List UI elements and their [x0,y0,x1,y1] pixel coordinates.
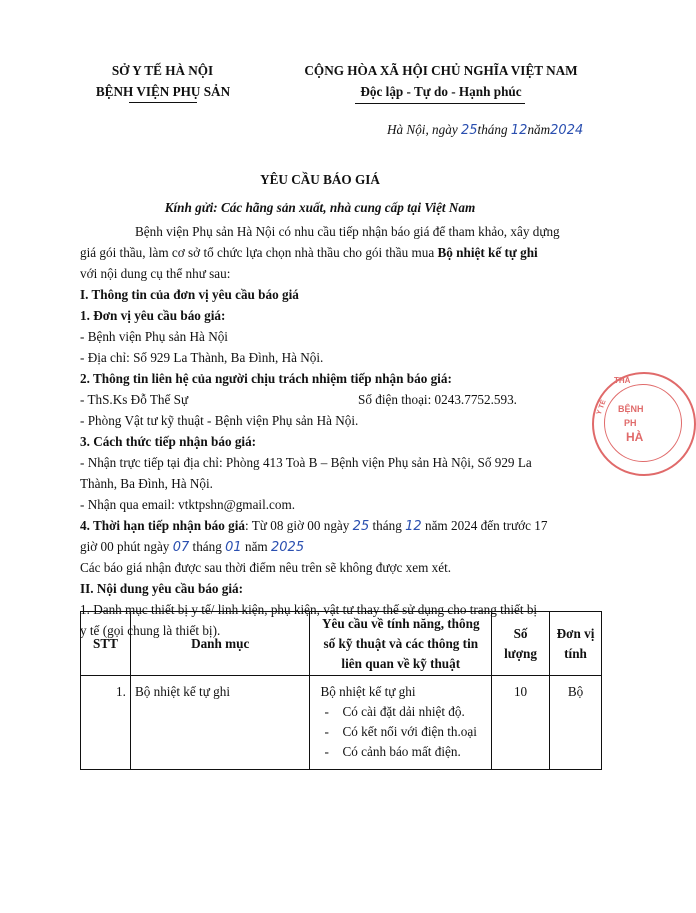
section-2-heading: II. Nội dung yêu cầu báo giá: [80,581,244,596]
date-day: 25 [461,123,478,138]
row-item: Bộ nhiệt kế tự ghi [130,676,310,770]
s2-1-line-1: 1. Danh mục thiết bị y tế/ linh kiện, phụ kiện, vật tư thay thế sử dụng cho trang thiết bị [80,602,538,617]
deadline-end-month: 01 [225,540,242,555]
date-year: 2024 [550,123,584,138]
s2-1-line-2: y tế (gọi chung là thiết bị). [80,623,221,638]
left-underline [129,102,197,103]
doc-title: YÊU CẦU BÁO GIÁ [260,172,380,187]
intro-line-3: với nội dung cụ thể như sau: [80,266,231,281]
s1-1-address: - Địa chỉ: Số 929 La Thành, Ba Đình, Hà Nội. [80,350,324,365]
s1-1-heading: 1. Đơn vị yêu cầu báo giá: [80,308,226,323]
row-stt: 1. [81,676,131,770]
table-header-row [81,612,602,676]
table-row [81,676,602,770]
intro-line-2: giá gói thầu, làm cơ sở tổ chức lựa chọn nhà thầu cho gói thầu mua Bộ nhiệt kế tự ghi [80,245,538,260]
row-unit: Bộ [550,676,602,770]
s1-4-line-1: 4. Thời hạn tiếp nhận báo giá: Từ 08 giờ 00 ngày 25 tháng 12 năm 2024 đến trước 17 [80,518,548,534]
red-seal-stamp [592,372,696,476]
deadline-end-day: 07 [172,540,190,555]
intro-line-1: Bệnh viện Phụ sản Hà Nội có nhu cầu tiếp nhận báo giá để tham khảo, xây dựng [135,224,560,239]
header-spec: Yêu cầu về tính năng, thông số kỹ thuật và các thông tin liên quan về kỹ thuật [310,612,492,676]
s1-3-direct-2: Thành, Ba Đình, Hà Nội. [80,476,213,491]
s1-3-direct-1: - Nhận trực tiếp tại địa chỉ: Phòng 413 Toà B – Bệnh viện Phụ sản Hà Nội, Số 929 La [80,455,532,470]
s1-4-line-2: giờ 00 phút ngày 07 tháng 01 năm 2025 [80,539,305,555]
deadline-end-year: 2025 [271,540,305,555]
package-name: Bộ nhiệt kế tự ghi [437,245,538,260]
recipient: Kính gửi: Các hãng sản xuất, nhà cung cấp tại Việt Nam [164,200,476,215]
row-spec [310,676,492,770]
header-item: Danh mục [130,612,310,676]
s1-2-department: - Phòng Vật tư kỹ thuật - Bệnh viện Phụ sản Hà Nội. [80,413,359,428]
hospital-name: BỆNH VIỆN PHỤ SẢN [95,84,231,99]
right-underline [355,103,525,104]
row-qty: 10 [492,676,550,770]
spec-title: Bộ nhiệt kế tự ghi [320,684,416,700]
s1-3-email: - Nhận qua email: vtktpshn@gmail.com. [80,497,296,512]
stamp-text-1: BỆNH [618,404,644,414]
nation-title: CỘNG HÒA XÃ HỘI CHỦ NGHĨA VIỆT NAM [304,63,578,78]
stamp-text-3: HÀ [626,430,644,444]
deadline-start-month: 12 [405,519,422,534]
header-stt: STT [81,612,131,676]
spec-item: - Có cảnh báo mất điện. [320,744,487,760]
header-qty: Số lượng [492,612,550,676]
deadline-start-day: 25 [352,519,370,534]
s1-2-heading: 2. Thông tin liên hệ của người chịu trách nhiệm tiếp nhận báo giá: [80,371,452,386]
stamp-arc-1: THÀ [614,376,631,385]
stamp-arc-2: Y TẾ [595,399,608,416]
motto: Độc lập - Tự do - Hạnh phúc [360,84,522,99]
header-unit: Đơn vị tính [550,612,602,676]
date-month: 12 [510,123,528,138]
stamp-text-2: PH [624,418,637,428]
s1-4-note: Các báo giá nhận được sau thời điểm nêu trên sẽ không được xem xét. [80,560,452,575]
s1-1-unit: - Bệnh viện Phụ sản Hà Nội [80,329,228,344]
s1-2-phone: Số điện thoại: 0243.7752.593. [358,392,517,407]
section-1-heading: I. Thông tin của đơn vị yêu cầu báo giá [80,287,299,302]
s1-3-heading: 3. Cách thức tiếp nhận báo giá: [80,434,257,449]
stamp-inner-ring [604,384,682,462]
date-line: Hà Nội, ngày 25tháng 12năm2024 [387,122,584,138]
spec-item: - Có cài đặt dải nhiệt độ. [320,704,487,720]
s1-2-person: - ThS.Ks Đỗ Thế Sự [80,392,189,407]
agency-name: SỞ Y TẾ HÀ NỘI [111,63,214,78]
equipment-table [80,611,602,770]
spec-item: - Có kết nối với điện th.oại [320,724,487,740]
